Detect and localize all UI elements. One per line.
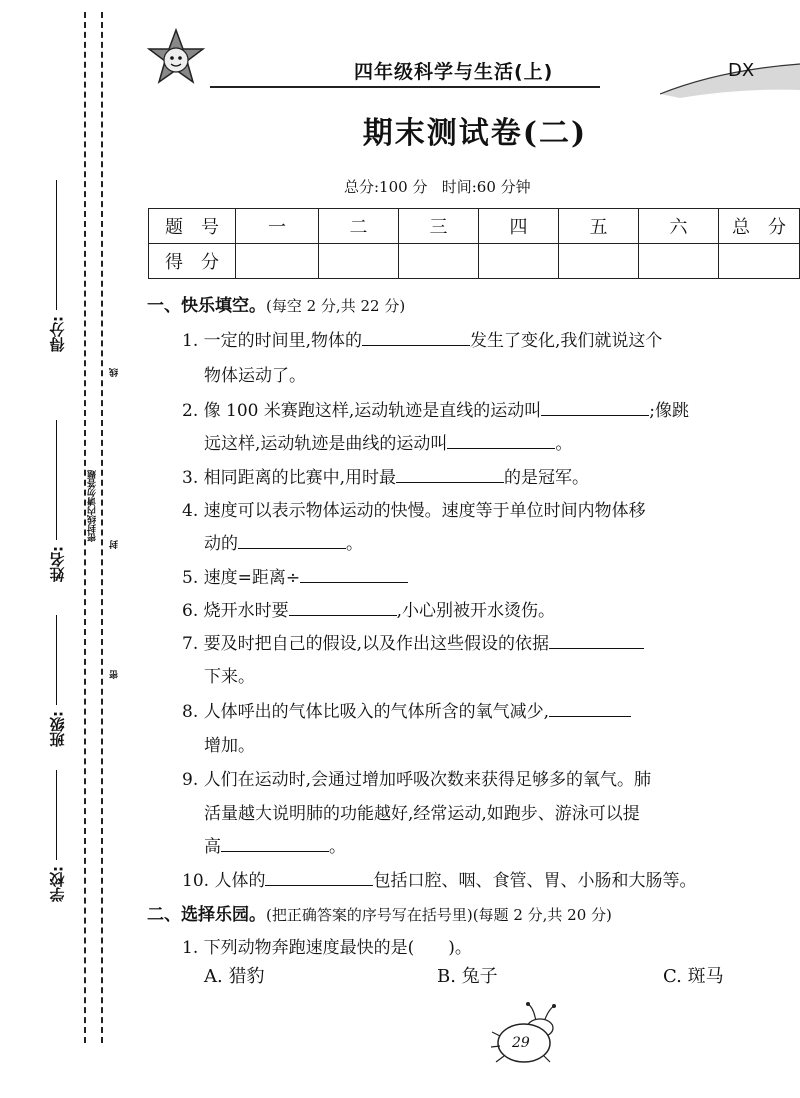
q-text: 7. 要及时把自己的假设,以及作出这些假设的依据: [182, 634, 550, 654]
mascot-star-icon: [145, 28, 207, 88]
name-blank[interactable]: [57, 420, 58, 540]
q-text: ;像跳: [649, 401, 690, 421]
book-title: 四年级科学与生活(上): [354, 61, 554, 83]
score-cell[interactable]: [236, 244, 319, 279]
score-blank[interactable]: [57, 180, 58, 310]
question-3: [182, 463, 589, 488]
q-text: 活量越大说明肺的功能越好,经常运动,如跑步、游泳可以提: [204, 804, 640, 824]
q-text: 物体运动了。: [204, 366, 306, 386]
name-label: 姓名:: [48, 546, 67, 582]
score-label: 得分:: [48, 316, 67, 352]
question-9-line2: [204, 799, 640, 824]
section2-title: 二、选择乐园。: [147, 905, 266, 925]
section2-heading: [147, 900, 612, 925]
score-table-col: 三: [399, 209, 479, 244]
q-text: 高: [204, 837, 221, 857]
q-text: 3. 相同距离的比赛中,用时最: [182, 468, 397, 488]
q-text: 的是冠军。: [504, 468, 590, 488]
q-text: 下来。: [204, 667, 255, 687]
q-text: ,小心别被开水烫伤。: [396, 601, 556, 621]
answer-blank[interactable]: [300, 566, 408, 583]
question-2-line1: [182, 396, 689, 421]
school-field: [42, 770, 72, 902]
school-blank[interactable]: [57, 770, 58, 860]
question-6: [182, 596, 555, 621]
choice-option-a[interactable]: A. 猎豹: [204, 966, 265, 987]
cut-mark-secret: 密: [110, 670, 120, 679]
class-blank[interactable]: [57, 615, 58, 705]
ladybug-page-icon: [488, 1000, 568, 1068]
answer-blank[interactable]: [549, 632, 644, 649]
score-table-header-row: [149, 209, 800, 244]
score-field: [42, 180, 72, 352]
question-4-line2: [204, 529, 363, 554]
score-cell[interactable]: [399, 244, 479, 279]
q-text: 6. 烧开水时要: [182, 601, 289, 621]
class-field: [42, 615, 72, 747]
question-7-line2: [204, 662, 255, 687]
q-text: 。: [329, 837, 346, 857]
score-table-col: 五: [559, 209, 639, 244]
question-8-line2: [204, 731, 255, 756]
score-cell[interactable]: [479, 244, 559, 279]
question-1-line2: [204, 361, 306, 386]
section1-title: 一、快乐填空。: [147, 296, 266, 316]
choice-question-1: 1. 下列动物奔跑速度最快的是( )。: [182, 938, 472, 958]
question-9-line3: [204, 832, 346, 857]
exam-title: 期末测试卷(二): [362, 116, 588, 151]
name-field: [42, 420, 72, 582]
binding-dashed-line-right: [101, 12, 103, 1043]
question-10: [182, 866, 696, 891]
q-text: 动的: [204, 534, 238, 554]
question-1-line1: [182, 326, 662, 351]
q-text: 8. 人体呼出的气体比吸入的气体所含的氧气减少,: [182, 702, 550, 722]
question-7-line1: [182, 629, 644, 654]
score-cell[interactable]: [719, 244, 800, 279]
score-table-col: 总 分: [719, 209, 800, 244]
section1-heading: [147, 291, 405, 316]
q-text: 发生了变化,我们就说这个: [470, 331, 663, 351]
question-5: [182, 563, 408, 588]
q-text: 4. 速度可以表示物体运动的快慢。速度等于单位时间内物体移: [182, 501, 646, 521]
edition-code: DX: [728, 60, 755, 81]
question-4-line1: [182, 496, 646, 521]
answer-blank[interactable]: [289, 599, 397, 616]
page-number: 29: [512, 1035, 530, 1051]
answer-blank[interactable]: [396, 466, 504, 483]
score-table: [148, 208, 800, 279]
section1-note: (每空 2 分,共 22 分): [266, 297, 406, 315]
question-9-line1: [182, 765, 651, 790]
score-table-col: 六: [639, 209, 719, 244]
q-text: 10. 人体的: [182, 871, 266, 891]
score-cell[interactable]: [319, 244, 399, 279]
q-text: 。: [346, 534, 363, 554]
score-table-col: 一: [236, 209, 319, 244]
q-text: 包括口腔、咽、食管、胃、小肠和大肠等。: [373, 871, 697, 891]
cut-mark-line: 线: [110, 368, 120, 377]
q-text: 5. 速度=距离÷: [182, 568, 301, 588]
answer-blank[interactable]: [238, 532, 346, 549]
question-8-line1: [182, 697, 631, 722]
q-text: 1. 一定的时间里,物体的: [182, 331, 363, 351]
score-table-score-row: [149, 244, 800, 279]
score-table-col: 四: [479, 209, 559, 244]
q-text: 。: [555, 434, 573, 454]
question-2-line2: [204, 429, 572, 454]
choice-option-b[interactable]: B. 兔子: [437, 966, 498, 987]
answer-blank[interactable]: [221, 835, 329, 852]
answer-blank[interactable]: [362, 329, 470, 346]
score-table-row-label: 得 分: [149, 244, 236, 279]
answer-blank[interactable]: [549, 700, 631, 717]
answer-blank[interactable]: [265, 869, 373, 886]
school-label: 学校:: [48, 866, 67, 902]
score-table-row-label: 题 号: [149, 209, 236, 244]
score-info: 总分:100 分 时间:60 分钟: [344, 178, 531, 196]
binding-note: 密封线内请勿答题: [88, 470, 98, 542]
q-text: 远这样,运动轨迹是曲线的运动叫: [204, 434, 448, 454]
q-text: 9. 人们在运动时,会通过增加呼吸次数来获得足够多的氧气。肺: [182, 770, 652, 790]
section2-note: (把正确答案的序号写在括号里)(每题 2 分,共 20 分): [266, 906, 612, 924]
answer-blank[interactable]: [447, 432, 555, 449]
score-cell[interactable]: [639, 244, 719, 279]
q-text: 2. 像 100 米赛跑这样,运动轨迹是直线的运动叫: [182, 401, 542, 421]
score-table-col: 二: [319, 209, 399, 244]
cut-mark-seal: 封: [110, 540, 120, 549]
choice-option-c[interactable]: C. 斑马: [663, 966, 724, 987]
score-cell[interactable]: [559, 244, 639, 279]
q-text: 增加。: [204, 736, 255, 756]
class-label: 班级:: [48, 711, 67, 747]
answer-blank[interactable]: [541, 399, 649, 416]
header-rule: [210, 86, 600, 88]
